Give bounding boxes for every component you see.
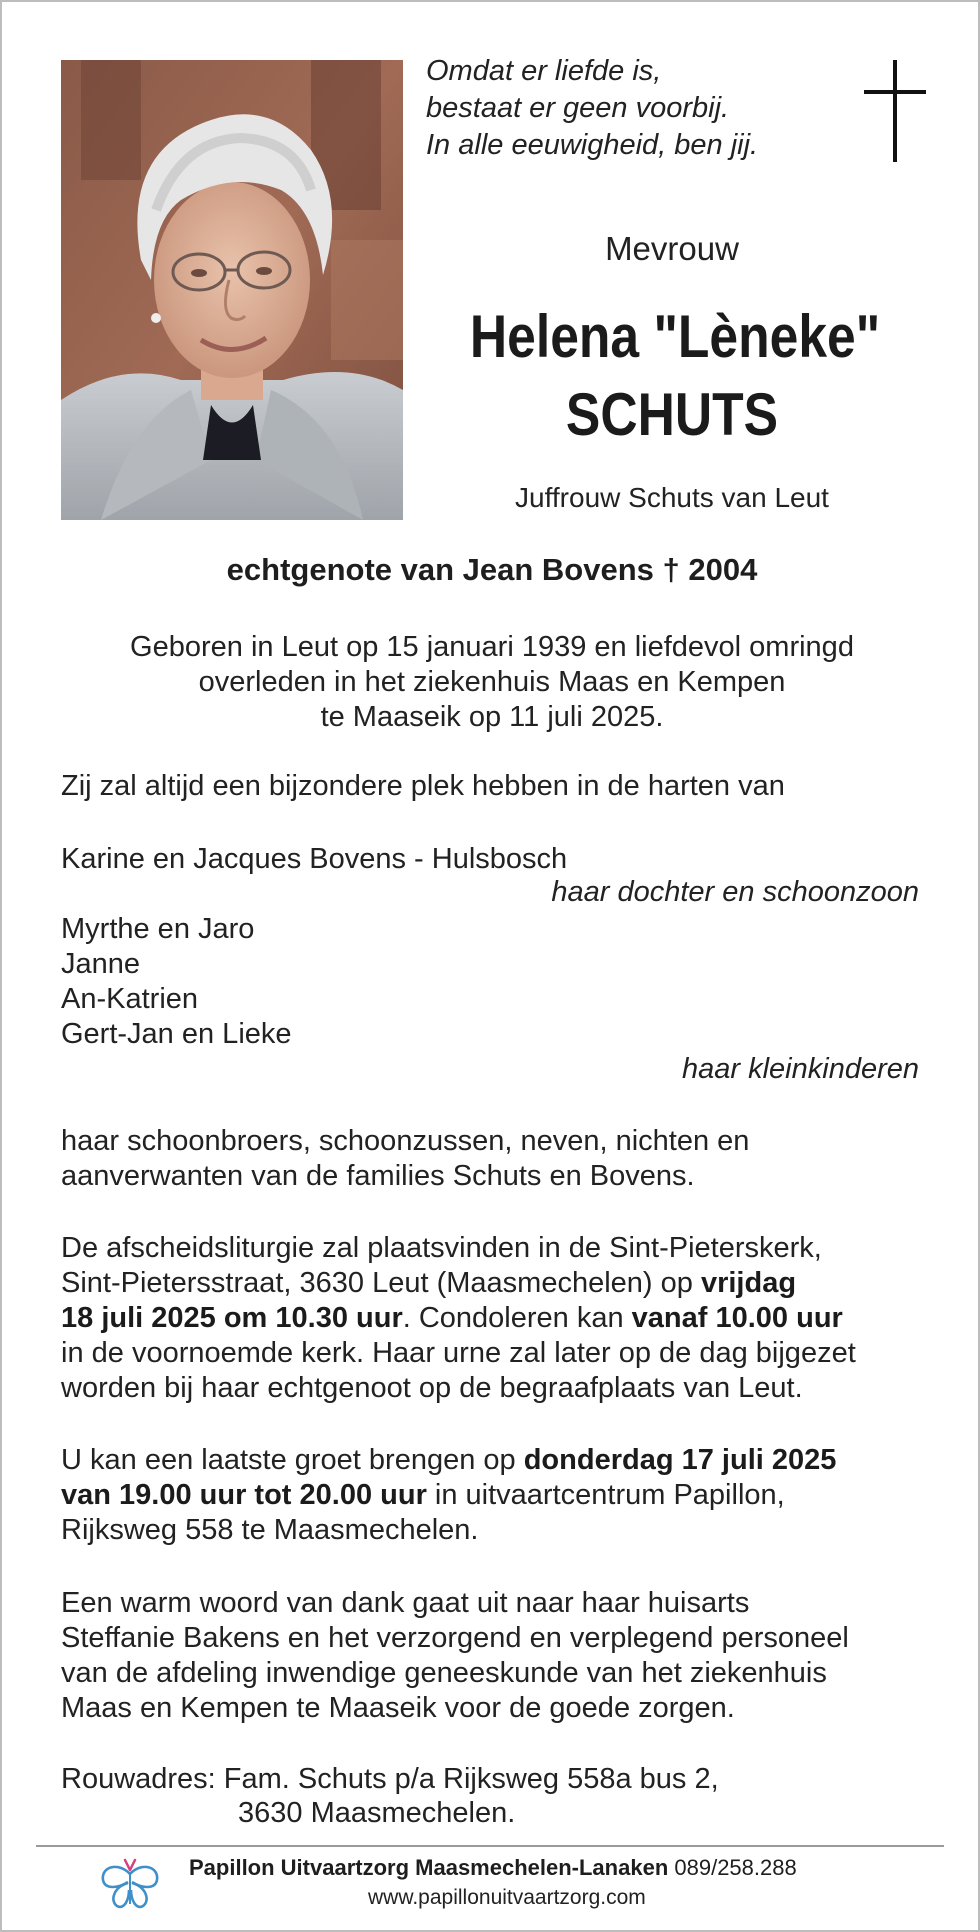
birth-death-line: overleden in het ziekenhuis Maas en Kempen — [198, 666, 786, 698]
visit-line: Rijksweg 558 te Maasmechelen. — [61, 1514, 479, 1546]
butterfly-logo-icon — [97, 1852, 163, 1912]
grandchildren-relation: haar kleinkinderen — [682, 1053, 919, 1085]
thanks-line: van de afdeling inwendige geneeskunde van het ziekenhuis — [61, 1657, 827, 1689]
daughter-names: Karine en Jacques Bovens - Hulsbosch — [61, 843, 568, 875]
liturgy-line: in de voornoemde kerk. Haar urne zal later op de dag bijgezet — [61, 1337, 856, 1369]
grandchild-item: Gert-Jan en Lieke — [61, 1018, 292, 1050]
visit-text: in uitvaartcentrum Papillon, — [426, 1479, 785, 1511]
poem-line: Omdat er liefde is, — [426, 55, 662, 87]
grandchild-item: Myrthe en Jaro — [61, 913, 255, 945]
poem — [426, 53, 758, 164]
funeral-home-website[interactable]: www.papillonuitvaartzorg.com — [368, 1886, 646, 1909]
grandchild-item: Janne — [61, 948, 141, 980]
funeral-home-info — [189, 1855, 797, 1881]
liturgy-line: De afscheidsliturgie zal plaatsvinden in de Sint-Pieterskerk, — [61, 1232, 822, 1264]
visit-text: U kan een laatste groet brengen op — [61, 1444, 524, 1476]
liturgy-line — [61, 1301, 843, 1336]
liturgy-datetime: 18 juli 2025 om 10.30 uur — [61, 1302, 403, 1334]
other-relatives-line: haar schoonbroers, schoonzussen, neven, nichten en — [61, 1125, 750, 1157]
funeral-home-name: Papillon Uitvaartzorg Maasmechelen-Lanaken — [189, 1855, 669, 1880]
other-relatives-line: aanverwanten van de families Schuts en Bovens. — [61, 1160, 695, 1192]
cross-icon — [864, 60, 926, 162]
visit-line — [61, 1478, 785, 1513]
portrait-photo — [61, 60, 403, 520]
thanks-line: Een warm woord van dank gaat uit naar haar huisarts — [61, 1587, 750, 1619]
visit-date: donderdag 17 juli 2025 — [523, 1444, 837, 1476]
birth-death-line: te Maaseik op 11 juli 2025. — [320, 701, 664, 733]
liturgy-line: worden bij haar echtgenoot op de begraafplaats van Leut. — [61, 1372, 803, 1404]
visit-time: van 19.00 uur tot 20.00 uur — [61, 1479, 427, 1511]
deceased-last-name: SCHUTS — [565, 381, 779, 448]
footer-divider — [36, 1845, 944, 1847]
spouse-line: echtgenote van Jean Bovens † 2004 — [226, 552, 758, 587]
title-prefix: Mevrouw — [605, 230, 739, 267]
liturgy-line — [61, 1266, 796, 1301]
condolence-time: vanaf 10.00 uur — [631, 1302, 843, 1334]
daughter-relation: haar dochter en schoonzoon — [551, 876, 919, 908]
liturgy-text: . Condoleren kan — [402, 1302, 632, 1334]
liturgy-day: vrijdag — [700, 1267, 797, 1299]
mourning-address-city: 3630 Maasmechelen. — [238, 1797, 516, 1829]
birth-death-line: Geboren in Leut op 15 januari 1939 en liefdevol omringd — [130, 631, 854, 663]
grandchild-item: An-Katrien — [61, 983, 199, 1015]
thanks-line: Steffanie Bakens en het verzorgend en verplegend personeel — [61, 1622, 849, 1654]
thanks-line: Maas en Kempen te Maaseik voor de goede zorgen. — [61, 1692, 735, 1724]
mourning-address: Rouwadres: Fam. Schuts p/a Rijksweg 558a bus 2, — [61, 1763, 719, 1795]
deceased-first-name: Helena "Lèneke" — [469, 303, 881, 370]
liturgy-text: Sint-Pietersstraat, 3630 Leut (Maasmechelen) op — [61, 1267, 701, 1299]
nickname: Juffrouw Schuts van Leut — [515, 482, 829, 513]
birth-death-text — [2, 630, 980, 735]
funeral-home-phone: 089/258.288 — [668, 1855, 797, 1880]
visit-line — [61, 1443, 836, 1478]
deceased-name — [469, 298, 881, 454]
poem-line: In alle eeuwigheid, ben jij. — [426, 129, 759, 161]
poem-line: bestaat er geen voorbij. — [426, 92, 730, 124]
intro-text: Zij zal altijd een bijzondere plek hebben in de harten van — [61, 770, 785, 802]
